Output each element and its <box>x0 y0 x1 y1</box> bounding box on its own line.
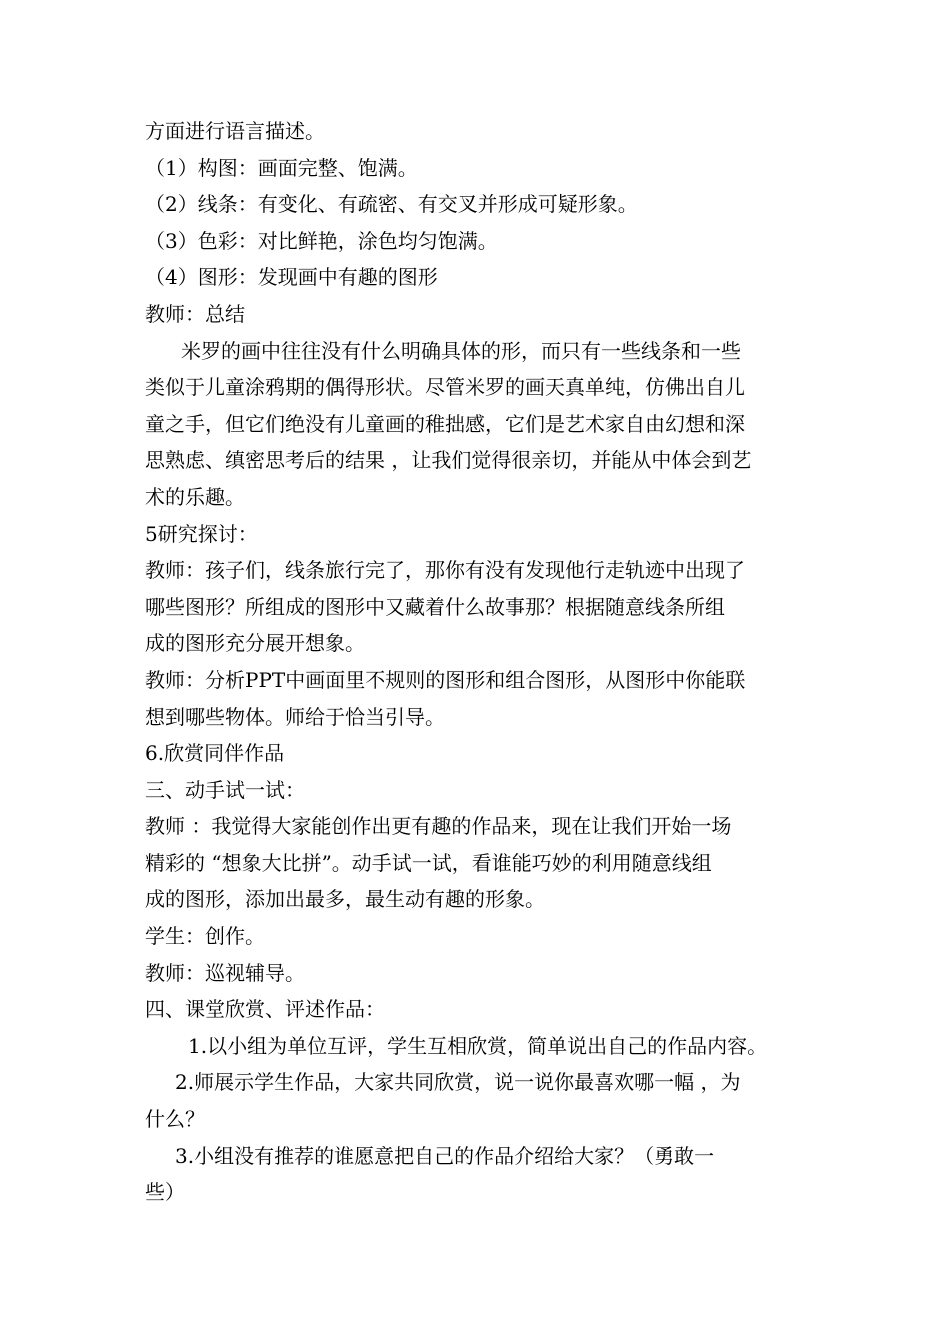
section-heading-hands-on: 三、动手试一试： <box>145 777 305 802</box>
section-heading-research: 5研究探讨： <box>145 521 258 546</box>
list-item-peer-review: 1.以小组为单位互评，学生互相欣赏，简单说出自己的作品内容。 <box>188 1033 768 1058</box>
paragraph-line: 些） <box>145 1180 185 1205</box>
document-body <box>145 113 815 1211</box>
list-item-lines: （2）线条：有变化、有疏密、有交叉并形成可疑形象。 <box>145 192 638 217</box>
section-heading-evaluation: 四、课堂欣赏、评述作品： <box>145 997 385 1022</box>
paragraph-line: 想到哪些物体。师给于恰当引导。 <box>145 704 445 729</box>
paragraph-line: 成的图形，添加出最多，最生动有趣的形象。 <box>145 887 545 912</box>
list-item-shape: （4）图形：发现画中有趣的图形 <box>145 265 438 290</box>
paragraph-line: 哪些图形？所组成的图形中又藏着什么故事那？根据随意线条所组 <box>145 594 725 619</box>
paragraph-line: 米罗的画中往往没有什么明确具体的形，而只有一些线条和一些 <box>181 338 741 363</box>
paragraph-line: 教师 ：我觉得大家能创作出更有趣的作品来，现在让我们开始一场 <box>145 814 732 839</box>
paragraph-line: 类似于儿童涂鸦期的偶得形状。尽管米罗的画天真单纯，仿佛出自儿 <box>145 375 745 400</box>
paragraph-line: 什么？ <box>145 1107 205 1132</box>
paragraph-line: 精彩的 “想象大比拼”。动手试一试，看谁能巧妙的利用随意线组 <box>145 850 712 875</box>
paragraph-line: 术的乐趣。 <box>145 484 245 509</box>
paragraph-line: 学生：创作。 <box>145 924 265 949</box>
list-item-teacher-showcase: 2.师展示学生作品，大家共同欣赏，说一说你最喜欢哪一幅 ，为 <box>175 1070 741 1095</box>
text-line: 方面进行语言描述。 <box>145 119 325 143</box>
paragraph-line: 思熟虑、缜密思考后的结果 ，让我们觉得很亲切，并能从中体会到艺 <box>145 448 752 473</box>
paragraph-line: 教师：巡视辅导。 <box>145 960 305 985</box>
paragraph-line: 成的图形充分展开想象。 <box>145 631 365 656</box>
list-item-color: （3）色彩：对比鲜艳，涂色均匀饱满。 <box>145 228 498 253</box>
paragraph-line: 教师：分析PPT中画面里不规则的图形和组合图形，从图形中你能联 <box>145 667 746 692</box>
paragraph-line: 教师：孩子们，线条旅行完了，那你有没有发现他行走轨迹中出现了 <box>145 558 745 583</box>
list-item-volunteer: 3.小组没有推荐的谁愿意把自己的作品介绍给大家？（勇敢一 <box>175 1143 715 1168</box>
teacher-summary-heading: 教师：总结 <box>145 301 245 326</box>
paragraph-line: 童之手，但它们绝没有儿童画的稚拙感，它们是艺术家自由幻想和深 <box>145 411 745 436</box>
section-heading-appreciate: 6.欣赏同伴作品 <box>145 741 285 766</box>
list-item-composition: （1）构图：画面完整、饱满。 <box>145 155 418 180</box>
